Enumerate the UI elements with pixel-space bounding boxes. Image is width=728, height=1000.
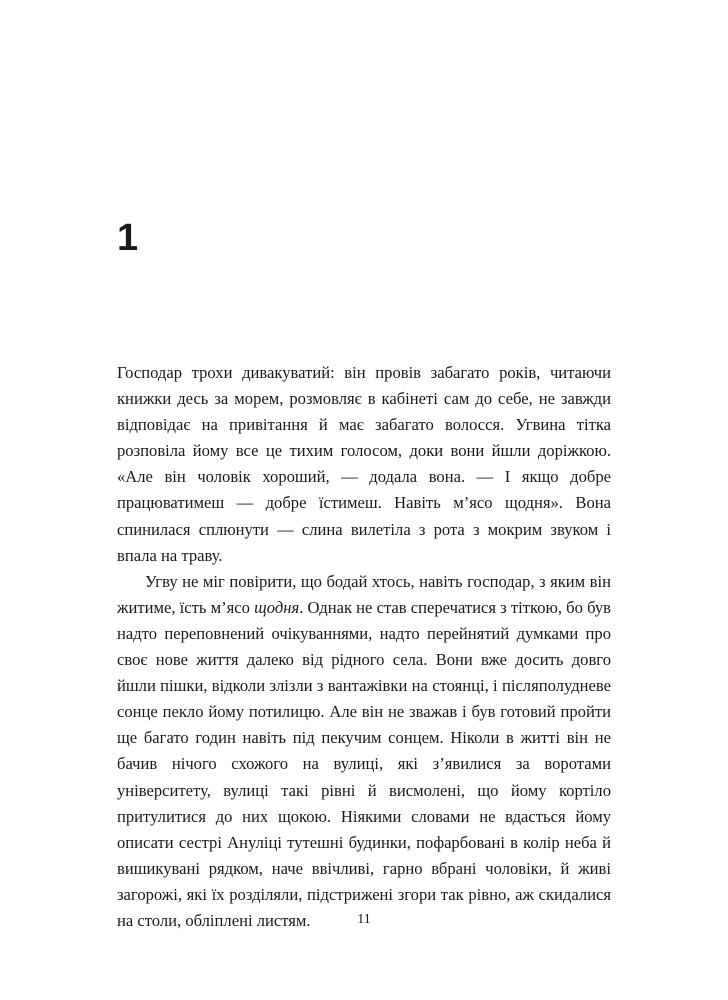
paragraph [117, 569, 611, 934]
paragraph-text: . Однак не став сперечатися з тіткою, бо був надто переповнений очікуваннями, надто перейнятий думками про своє нове життя далеко від рідного села. Вони вже досить довго йшли пішки, відколи злізли з вантажівки на стоянці, і післяполудневе сонце пекло йому потилицю. Але він не зважав і був готовий пройти ще багато годин навіть під пекучим сонцем. Ніколи в житті він не бачив нічого схожого на вулиці, які з’явилися за воротами університету, вулиці такі рівні й висмолені, що йому кортіло притулитися до них щокою. Ніякими словами не вдасться йому описати сестрі Ануліці тутешні будинки, пофарбовані в колір неба й вишикувані рядком, наче ввічливі, гарно вбрані чоловіки, й живі загорожі, які їх розділяли, підстрижені згори так рівно, аж скидалися на столи, обліплені листям. [117, 597, 612, 930]
paragraph: Господар трохи дивакуватий: він провів забагато років, читаючи книжки десь за морем, розмовляє в кабінеті сам до себе, не завжди відповідає на привітання й має забагато волосся. Угвина тітка розповіла йому все це тихим голосом, доки вони йшли доріжкою. «Але він чоловік хороший, — додала вона. — І якщо добре працюватимеш — добре їстимеш. Навіть м’ясо щодня». Вона спинилася сплюнути — слина вилетіла з рота з мокрим звуком і впала на траву. [117, 363, 611, 565]
body-text [117, 360, 611, 934]
chapter-number: 1 [117, 217, 139, 259]
paragraph-text: Угву не міг повірити, що бодай хтось, навіть господар, з яким він житиме, їсть м’ясо [117, 571, 611, 617]
emphasis-text: щодня [254, 597, 300, 617]
page-number: 11 [357, 912, 371, 927]
